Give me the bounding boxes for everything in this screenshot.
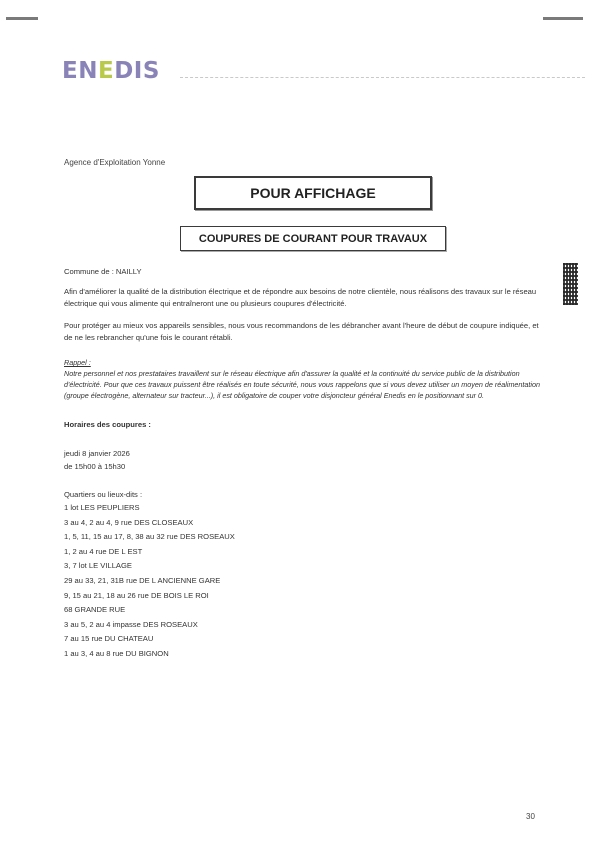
intro-paragraph: Afin d'améliorer la qualité de la distribution électrique et de répondre aux besoins de notre clientèle, nous réalisons des travaux sur le réseau électrique qui vous alimente qui entraîneront une ou plusieurs coupures d'électricité. [64, 287, 537, 308]
street-item: 3, 7 lot LE VILLAGE [64, 561, 132, 571]
street-item: 7 au 15 rue DU CHATEAU [64, 634, 154, 644]
street-item: 3 au 5, 2 au 4 impasse DES ROSEAUX [64, 619, 198, 629]
street-item: 68 GRANDE RUE [64, 605, 126, 615]
header-rule [180, 77, 585, 78]
agency-name: Agence d'Exploitation Yonne [64, 158, 166, 167]
rappel-text: Notre personnel et nos prestataires travaillent sur le réseau électrique afin d'assurer la qualité et la continuité du service public de la distribution d'électricité. Pour que ces travaux puissent être réalisés en toute sécurité, nous vous rappelons que si vous devez utiliser un moyen de réalimentation (groupe électrogène, alternateur sur tracteur...), il est obligatoire de couper votre disjoncteur général Enedis en le positionnant sur 0. [64, 369, 541, 400]
commune: Commune de : NAILLY [64, 267, 142, 276]
subtitle-box: COUPURES DE COURANT POUR TRAVAUX [180, 226, 446, 251]
street-item: 1 lot LES PEUPLIERS [64, 503, 140, 512]
title-box: POUR AFFICHAGE [194, 176, 432, 210]
street-item: 1, 2 au 4 rue DE L EST [64, 546, 143, 556]
qr-code [563, 263, 578, 305]
street-item: 9, 15 au 21, 18 au 26 rue DE BOIS LE ROI [64, 590, 209, 600]
quartiers-title: Quartiers ou lieux-dits : [64, 490, 143, 499]
rappel-title: Rappel : [64, 358, 91, 367]
enedis-logo: ENEDIS [62, 58, 160, 84]
street-item: 1 au 3, 4 au 8 rue DU BIGNON [64, 648, 169, 658]
street-item: 3 au 4, 2 au 4, 9 rue DES CLOSEAUX [64, 517, 194, 527]
street-item: 1, 5, 11, 15 au 17, 8, 38 au 32 rue DES ROSEAUX [64, 532, 235, 542]
rappel-block [64, 357, 544, 401]
cut-time: de 15h00 à 15h30 [64, 462, 126, 471]
scan-mark-left [6, 17, 38, 20]
street-list [64, 501, 235, 662]
horaires-title: Horaires des coupures : [64, 420, 151, 429]
cut-date: jeudi 8 janvier 2026 [64, 449, 130, 458]
protect-paragraph: Pour protéger au mieux vos appareils sensibles, nous vous recommandons de les débrancher avant l'heure de début de coupure indiquée, et de ne les rebrancher qu'une fois le courant rétabli. [64, 321, 539, 342]
page-number: 30 [526, 812, 535, 821]
street-item: 29 au 33, 21, 31B rue DE L ANCIENNE GARE [64, 575, 221, 585]
scan-mark-right [543, 17, 583, 20]
